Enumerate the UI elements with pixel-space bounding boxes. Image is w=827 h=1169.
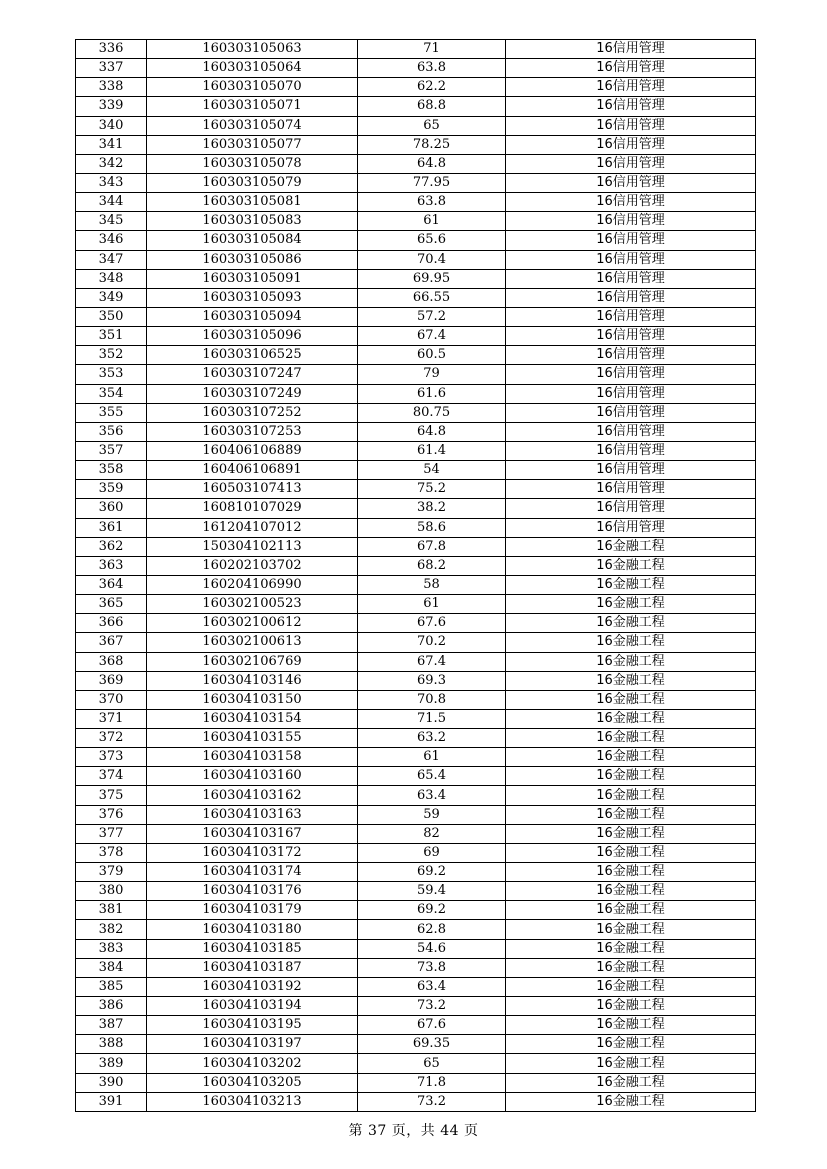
table-row [76,480,756,499]
score-cell: 67.4 [358,327,506,346]
student-id-cell: 160303105086 [147,250,358,269]
table-row [76,958,756,977]
row-index-cell: 341 [76,135,147,154]
student-id-cell: 160303105091 [147,269,358,288]
row-index-cell: 375 [76,786,147,805]
score-cell: 69 [358,843,506,862]
student-id-cell: 160302106769 [147,652,358,671]
table-row [76,709,756,728]
row-index-cell: 345 [76,212,147,231]
table-row [76,997,756,1016]
score-cell: 54 [358,461,506,480]
row-index-cell: 378 [76,843,147,862]
student-id-cell: 160303107252 [147,403,358,422]
score-cell: 64.8 [358,422,506,441]
student-id-cell: 160303105093 [147,288,358,307]
score-cell: 70.2 [358,633,506,652]
major-cell: 16信用管理 [506,250,756,269]
table-row [76,365,756,384]
row-index-cell: 366 [76,614,147,633]
major-cell: 16金融工程 [506,977,756,996]
table-row [76,977,756,996]
major-cell: 16信用管理 [506,97,756,116]
major-cell: 16金融工程 [506,1035,756,1054]
table-row [76,499,756,518]
student-id-cell: 160304103194 [147,997,358,1016]
row-index-cell: 391 [76,1092,147,1111]
major-cell: 16金融工程 [506,824,756,843]
score-cell: 73.8 [358,958,506,977]
student-id-cell: 160304103213 [147,1092,358,1111]
major-cell: 16金融工程 [506,556,756,575]
score-cell: 58 [358,575,506,594]
score-cell: 61 [358,595,506,614]
student-id-cell: 161204107012 [147,518,358,537]
score-cell: 69.2 [358,863,506,882]
row-index-cell: 359 [76,480,147,499]
score-cell: 68.8 [358,97,506,116]
row-index-cell: 376 [76,805,147,824]
major-cell: 16信用管理 [506,384,756,403]
score-cell: 63.4 [358,786,506,805]
student-id-cell: 160304103197 [147,1035,358,1054]
student-id-cell: 160304103155 [147,729,358,748]
major-cell: 16信用管理 [506,441,756,460]
major-cell: 16金融工程 [506,690,756,709]
major-cell: 16信用管理 [506,346,756,365]
major-cell: 16金融工程 [506,997,756,1016]
table-row [76,518,756,537]
major-cell: 16信用管理 [506,461,756,480]
row-index-cell: 353 [76,365,147,384]
table-row [76,173,756,192]
table-row [76,556,756,575]
score-cell: 59.4 [358,882,506,901]
row-index-cell: 373 [76,748,147,767]
student-id-cell: 160303105070 [147,78,358,97]
score-cell: 65 [358,116,506,135]
table-row [76,97,756,116]
student-id-cell: 160304103202 [147,1054,358,1073]
row-index-cell: 372 [76,729,147,748]
row-index-cell: 370 [76,690,147,709]
major-cell: 16金融工程 [506,748,756,767]
student-id-cell: 160303107249 [147,384,358,403]
major-cell: 16信用管理 [506,78,756,97]
score-cell: 62.2 [358,78,506,97]
major-cell: 16信用管理 [506,518,756,537]
score-cell: 67.6 [358,614,506,633]
row-index-cell: 339 [76,97,147,116]
table-row [76,59,756,78]
major-cell: 16金融工程 [506,882,756,901]
score-cell: 75.2 [358,480,506,499]
row-index-cell: 356 [76,422,147,441]
table-row [76,346,756,365]
row-index-cell: 360 [76,499,147,518]
major-cell: 16金融工程 [506,863,756,882]
major-cell: 16信用管理 [506,403,756,422]
student-id-cell: 160303105096 [147,327,358,346]
score-cell: 38.2 [358,499,506,518]
page-footer: 第 37 页，共 44 页 [348,1123,479,1139]
student-id-cell: 160304103179 [147,901,358,920]
score-cell: 66.55 [358,288,506,307]
table-row [76,269,756,288]
major-cell: 16信用管理 [506,59,756,78]
student-id-cell: 160303105064 [147,59,358,78]
row-index-cell: 367 [76,633,147,652]
table-row [76,843,756,862]
student-id-cell: 160304103158 [147,748,358,767]
row-index-cell: 351 [76,327,147,346]
table-row [76,250,756,269]
major-cell: 16信用管理 [506,116,756,135]
table-row [76,422,756,441]
table-row [76,154,756,173]
row-index-cell: 355 [76,403,147,422]
student-id-cell: 160304103187 [147,958,358,977]
score-cell: 78.25 [358,135,506,154]
student-id-cell: 160303106525 [147,346,358,365]
major-cell: 16金融工程 [506,805,756,824]
major-cell: 16金融工程 [506,843,756,862]
student-id-cell: 160303105083 [147,212,358,231]
major-cell: 16金融工程 [506,939,756,958]
student-id-cell: 160303105077 [147,135,358,154]
row-index-cell: 357 [76,441,147,460]
major-cell: 16信用管理 [506,231,756,250]
table-row [76,288,756,307]
student-id-cell: 160303107247 [147,365,358,384]
student-id-cell: 160303105078 [147,154,358,173]
major-cell: 16金融工程 [506,920,756,939]
major-cell: 16金融工程 [506,614,756,633]
row-index-cell: 380 [76,882,147,901]
row-index-cell: 382 [76,920,147,939]
score-cell: 69.95 [358,269,506,288]
table-row [76,633,756,652]
major-cell: 16信用管理 [506,154,756,173]
student-id-cell: 160304103167 [147,824,358,843]
major-cell: 16金融工程 [506,1073,756,1092]
row-index-cell: 338 [76,78,147,97]
row-index-cell: 358 [76,461,147,480]
student-id-cell: 160503107413 [147,480,358,499]
score-cell: 82 [358,824,506,843]
student-id-cell: 160304103185 [147,939,358,958]
table-row [76,824,756,843]
table-row [76,671,756,690]
score-table [75,39,756,1112]
table-row [76,939,756,958]
score-cell: 63.4 [358,977,506,996]
score-cell: 67.6 [358,1016,506,1035]
score-cell: 65.4 [358,767,506,786]
major-cell: 16金融工程 [506,1092,756,1111]
major-cell: 16金融工程 [506,958,756,977]
table-row [76,135,756,154]
major-cell: 16金融工程 [506,709,756,728]
major-cell: 16信用管理 [506,193,756,212]
table-row [76,729,756,748]
major-cell: 16信用管理 [506,135,756,154]
score-cell: 63.8 [358,193,506,212]
student-id-cell: 160304103172 [147,843,358,862]
student-id-cell: 160304103180 [147,920,358,939]
row-index-cell: 362 [76,537,147,556]
table-row [76,403,756,422]
score-cell: 59 [358,805,506,824]
score-cell: 71.5 [358,709,506,728]
table-row [76,441,756,460]
student-id-cell: 160302100612 [147,614,358,633]
row-index-cell: 346 [76,231,147,250]
row-index-cell: 349 [76,288,147,307]
score-cell: 62.8 [358,920,506,939]
student-id-cell: 160304103205 [147,1073,358,1092]
table-row [76,863,756,882]
major-cell: 16信用管理 [506,288,756,307]
score-cell: 65 [358,1054,506,1073]
major-cell: 16信用管理 [506,212,756,231]
student-id-cell: 160204106990 [147,575,358,594]
student-id-cell: 160303105081 [147,193,358,212]
table-row [76,805,756,824]
table-row [76,920,756,939]
row-index-cell: 343 [76,173,147,192]
table-row [76,690,756,709]
table-row [76,882,756,901]
score-cell: 77.95 [358,173,506,192]
score-cell: 71.8 [358,1073,506,1092]
table-row [76,595,756,614]
score-cell: 73.2 [358,997,506,1016]
row-index-cell: 368 [76,652,147,671]
score-cell: 60.5 [358,346,506,365]
student-id-cell: 160304103162 [147,786,358,805]
table-row [76,231,756,250]
student-id-cell: 160303107253 [147,422,358,441]
table-row [76,1035,756,1054]
score-cell: 70.8 [358,690,506,709]
student-id-cell: 160304103176 [147,882,358,901]
table-row [76,748,756,767]
student-id-cell: 160303105074 [147,116,358,135]
row-index-cell: 390 [76,1073,147,1092]
table-row [76,614,756,633]
row-index-cell: 347 [76,250,147,269]
score-cell: 61 [358,748,506,767]
row-index-cell: 350 [76,307,147,326]
row-index-cell: 361 [76,518,147,537]
score-cell: 63.2 [358,729,506,748]
major-cell: 16信用管理 [506,173,756,192]
score-cell: 69.3 [358,671,506,690]
table-row [76,901,756,920]
student-id-cell: 160304103160 [147,767,358,786]
row-index-cell: 354 [76,384,147,403]
score-cell: 73.2 [358,1092,506,1111]
row-index-cell: 381 [76,901,147,920]
score-cell: 68.2 [358,556,506,575]
score-cell: 70.4 [358,250,506,269]
student-id-cell: 160304103150 [147,690,358,709]
table-row [76,193,756,212]
major-cell: 16信用管理 [506,499,756,518]
score-cell: 61.4 [358,441,506,460]
score-cell: 67.4 [358,652,506,671]
score-cell: 80.75 [358,403,506,422]
table-row [76,1016,756,1035]
major-cell: 16金融工程 [506,652,756,671]
table-row [76,212,756,231]
row-index-cell: 389 [76,1054,147,1073]
student-id-cell: 160304103163 [147,805,358,824]
score-cell: 54.6 [358,939,506,958]
student-id-cell: 160303105063 [147,40,358,59]
major-cell: 16金融工程 [506,671,756,690]
table-row [76,1073,756,1092]
score-cell: 65.6 [358,231,506,250]
row-index-cell: 363 [76,556,147,575]
student-id-cell: 160302100613 [147,633,358,652]
major-cell: 16金融工程 [506,1016,756,1035]
row-index-cell: 385 [76,977,147,996]
table-row [76,327,756,346]
score-cell: 79 [358,365,506,384]
table-row [76,652,756,671]
student-id-cell: 150304102113 [147,537,358,556]
row-index-cell: 337 [76,59,147,78]
row-index-cell: 340 [76,116,147,135]
row-index-cell: 365 [76,595,147,614]
table-row [76,537,756,556]
student-id-cell: 160406106889 [147,441,358,460]
row-index-cell: 364 [76,575,147,594]
student-id-cell: 160303105084 [147,231,358,250]
major-cell: 16信用管理 [506,269,756,288]
row-index-cell: 387 [76,1016,147,1035]
student-id-cell: 160304103195 [147,1016,358,1035]
score-cell: 64.8 [358,154,506,173]
score-cell: 61.6 [358,384,506,403]
student-id-cell: 160304103192 [147,977,358,996]
major-cell: 16金融工程 [506,786,756,805]
major-cell: 16信用管理 [506,307,756,326]
table-row [76,1054,756,1073]
student-id-cell: 160303105079 [147,173,358,192]
row-index-cell: 384 [76,958,147,977]
score-cell: 57.2 [358,307,506,326]
major-cell: 16金融工程 [506,767,756,786]
row-index-cell: 374 [76,767,147,786]
student-id-cell: 160304103174 [147,863,358,882]
table-row [76,116,756,135]
score-cell: 71 [358,40,506,59]
row-index-cell: 342 [76,154,147,173]
major-cell: 16金融工程 [506,575,756,594]
row-index-cell: 344 [76,193,147,212]
major-cell: 16信用管理 [506,422,756,441]
major-cell: 16金融工程 [506,633,756,652]
major-cell: 16金融工程 [506,729,756,748]
row-index-cell: 348 [76,269,147,288]
student-id-cell: 160304103154 [147,709,358,728]
major-cell: 16信用管理 [506,365,756,384]
row-index-cell: 386 [76,997,147,1016]
score-cell: 63.8 [358,59,506,78]
score-cell: 58.6 [358,518,506,537]
student-id-cell: 160303105071 [147,97,358,116]
table-row [76,575,756,594]
student-id-cell: 160810107029 [147,499,358,518]
table-row [76,1092,756,1111]
table-row [76,786,756,805]
row-index-cell: 369 [76,671,147,690]
row-index-cell: 388 [76,1035,147,1054]
row-index-cell: 371 [76,709,147,728]
major-cell: 16信用管理 [506,327,756,346]
major-cell: 16金融工程 [506,537,756,556]
score-cell: 69.2 [358,901,506,920]
table-row [76,384,756,403]
row-index-cell: 377 [76,824,147,843]
table-row [76,40,756,59]
major-cell: 16信用管理 [506,480,756,499]
row-index-cell: 352 [76,346,147,365]
student-id-cell: 160202103702 [147,556,358,575]
score-table-body [76,40,756,1112]
score-cell: 61 [358,212,506,231]
table-row [76,307,756,326]
student-id-cell: 160302100523 [147,595,358,614]
major-cell: 16金融工程 [506,901,756,920]
row-index-cell: 383 [76,939,147,958]
major-cell: 16金融工程 [506,1054,756,1073]
table-row [76,461,756,480]
table-row [76,78,756,97]
table-row [76,767,756,786]
student-id-cell: 160303105094 [147,307,358,326]
score-cell: 67.8 [358,537,506,556]
score-cell: 69.35 [358,1035,506,1054]
student-id-cell: 160304103146 [147,671,358,690]
row-index-cell: 379 [76,863,147,882]
major-cell: 16信用管理 [506,40,756,59]
student-id-cell: 160406106891 [147,461,358,480]
major-cell: 16金融工程 [506,595,756,614]
row-index-cell: 336 [76,40,147,59]
